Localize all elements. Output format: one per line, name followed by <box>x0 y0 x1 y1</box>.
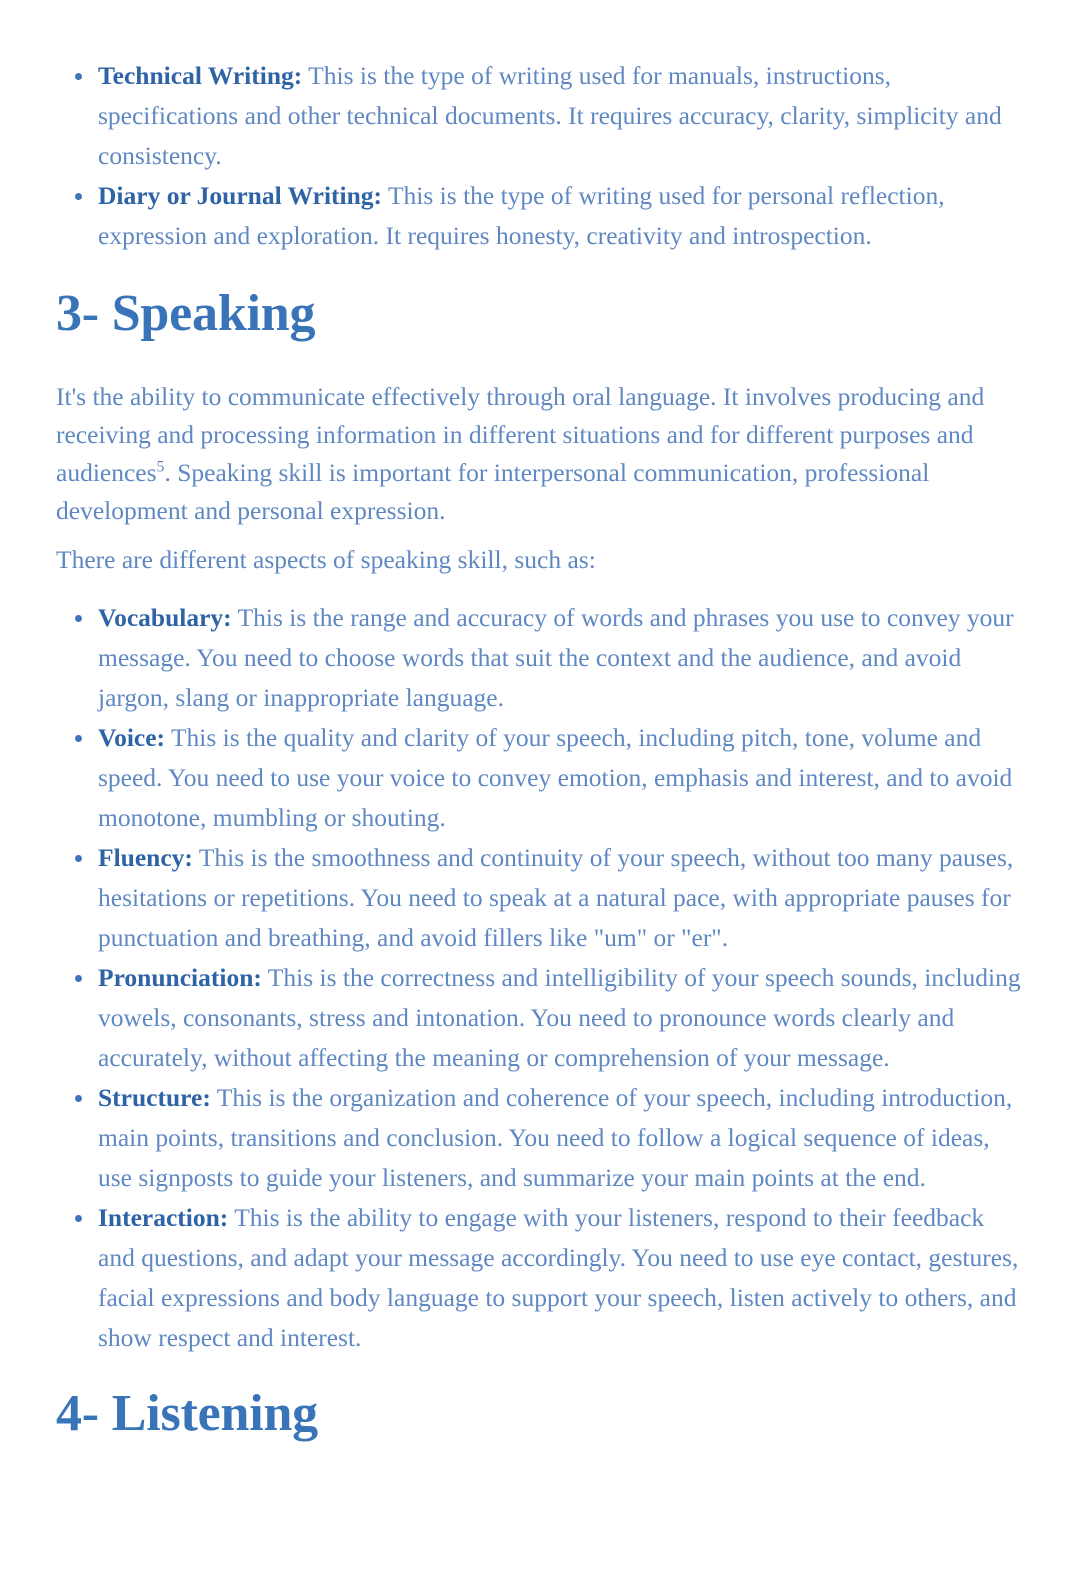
list-item <box>56 1078 1024 1198</box>
list-item-term: Technical Writing: <box>98 61 303 90</box>
footnote-reference: 5 <box>156 458 165 476</box>
list-item-term: Pronunciation: <box>98 963 262 992</box>
list-item-term: Interaction: <box>98 1203 229 1232</box>
speaking-intro-paragraph <box>56 378 1024 530</box>
list-item-description: This is the ability to engage with your listeners, respond to their feedback and questions, and adapt your message accordingly. You need to use eye contact, gestures, facial expressions and body language to support your speech, listen actively to others, and show respect and interest. <box>98 1203 1019 1352</box>
speaking-aspects-list <box>56 598 1024 1358</box>
list-item <box>56 718 1024 838</box>
heading-listening: 4- Listening <box>56 1385 318 1442</box>
speaking-aspects-lead: There are different aspects of speaking skill, such as: <box>56 545 596 574</box>
speaking-intro-text-after-ref: . Speaking skill is important for interpersonal communication, professional development and personal expression. <box>56 458 930 525</box>
writing-types-list <box>56 56 1024 256</box>
speaking-intro-text-before-ref: It's the ability to communicate effectively through oral language. It involves producing and receiving and processing information in different situations and for different purposes and audiences <box>56 382 985 487</box>
list-item-description: This is the range and accuracy of words and phrases you use to convey your message. You need to choose words that suit the context and the audience, and avoid jargon, slang or inappropriate language. <box>98 603 1014 712</box>
list-item <box>56 598 1024 718</box>
list-item <box>56 176 1024 256</box>
list-item <box>56 958 1024 1078</box>
list-item <box>56 56 1024 176</box>
list-item-term: Diary or Journal Writing: <box>98 181 383 210</box>
list-item <box>56 838 1024 958</box>
list-item-term: Vocabulary: <box>98 603 232 632</box>
list-item-description: This is the correctness and intelligibility of your speech sounds, including vowels, consonants, stress and intonation. You need to pronounce words clearly and accurately, without affecting the meaning or comprehension of your message. <box>98 963 1021 1072</box>
list-item-description: This is the type of writing used for personal reflection, expression and exploration. It requires honesty, creativity and introspection. <box>98 181 945 250</box>
list-item-description: This is the type of writing used for manuals, instructions, specifications and other technical documents. It requires accuracy, clarity, simplicity and consistency. <box>98 61 1002 170</box>
list-item-term: Structure: <box>98 1083 211 1112</box>
list-item-description: This is the smoothness and continuity of your speech, without too many pauses, hesitations or repetitions. You need to speak at a natural pace, with appropriate pauses for punctuation and breathing, and avoid fillers like "um" or "er". <box>98 843 1014 952</box>
list-item-description: This is the quality and clarity of your speech, including pitch, tone, volume and speed. You need to use your voice to convey emotion, emphasis and interest, and to avoid monotone, mumbling or shouting. <box>98 723 1013 832</box>
list-item-description: This is the organization and coherence of your speech, including introduction, main points, transitions and conclusion. You need to follow a logical sequence of ideas, use signposts to guide your listeners, and summarize your main points at the end. <box>98 1083 1013 1192</box>
heading-speaking: 3- Speaking <box>56 285 316 342</box>
list-item-term: Voice: <box>98 723 166 752</box>
list-item <box>56 1198 1024 1358</box>
list-item-term: Fluency: <box>98 843 193 872</box>
